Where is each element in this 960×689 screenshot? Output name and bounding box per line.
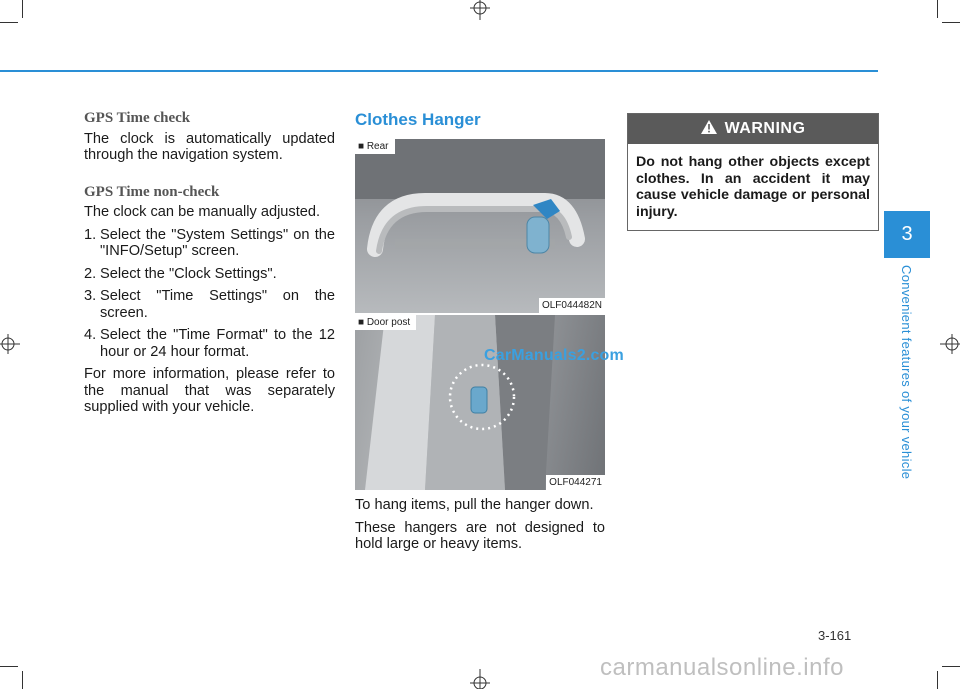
step-text: Select the "Clock Settings". — [100, 265, 277, 282]
rear-hanger-photo — [355, 139, 605, 313]
rear-hanger-illustration — [355, 139, 605, 313]
crop-mark — [937, 0, 938, 18]
crop-mark — [942, 666, 960, 667]
footer-watermark: carmanualsonline.info — [600, 654, 844, 681]
chapter-title-text: Convenient features of your vehicle — [899, 265, 914, 480]
registration-mark-bottom — [468, 669, 492, 689]
step-item — [84, 266, 335, 283]
warning-label: WARNING — [724, 120, 806, 137]
crop-mark — [942, 22, 960, 23]
step-number: 1. — [84, 226, 97, 243]
warning-triangle-icon — [701, 120, 717, 139]
crop-mark — [937, 671, 938, 689]
step-item — [84, 227, 335, 260]
step-text: Select the "Time Format" to the 12 hour or 24 hour format. — [100, 327, 335, 360]
left-column — [84, 110, 335, 422]
gps-time-noncheck-text: The clock can be manually adjusted. — [84, 204, 321, 220]
hanger-caution-text: These hangers are not designed to hold large or heavy items. — [355, 519, 605, 552]
registration-mark-top — [468, 0, 492, 20]
image-code: OLF044271 — [546, 475, 605, 490]
step-text: Select "Time Settings" on the screen. — [100, 288, 335, 321]
warning-box — [627, 113, 879, 231]
crop-mark — [22, 671, 23, 689]
chapter-tab: 3 — [884, 211, 930, 258]
crop-mark — [0, 22, 18, 23]
gps-time-noncheck-heading: GPS Time non-check — [84, 183, 220, 200]
middle-column-text — [355, 497, 605, 559]
page-number: 3-161 — [818, 628, 852, 643]
door-post-illustration — [355, 315, 605, 490]
section-title: Clothes Hanger — [355, 110, 481, 129]
step-number: 4. — [84, 327, 97, 343]
chapter-title-vertical — [897, 265, 917, 493]
warning-text: Do not hang other objects except clothes. In an accident it may cause vehicle damage or personal injury. — [636, 154, 870, 220]
hang-items-text: To hang items, pull the hanger down. — [355, 497, 594, 513]
image-tag: ■ Rear — [355, 139, 395, 154]
warning-header — [628, 114, 878, 144]
image-tag: ■ Door post — [355, 315, 416, 330]
registration-mark-right — [940, 332, 960, 356]
step-number: 3. — [84, 288, 97, 304]
registration-mark-left — [0, 332, 20, 356]
more-info-text: For more information, please refer to the manual that was separately supplied with your vehicle. — [84, 366, 335, 415]
step-number: 2. — [84, 265, 97, 282]
door-post-hanger-photo — [355, 315, 605, 490]
step-text: Select the "System Settings" on the "INFO/Setup" screen. — [100, 226, 335, 259]
gps-time-check-heading: GPS Time check — [84, 110, 191, 126]
crop-mark — [22, 0, 23, 18]
gps-time-check-text: The clock is automatically updated through the navigation system. — [84, 130, 335, 163]
image-code: OLF044482N — [539, 298, 605, 313]
step-item — [84, 327, 335, 360]
crop-mark — [0, 666, 18, 667]
step-item — [84, 288, 335, 321]
header-rule — [0, 70, 878, 72]
watermark-text: CarManuals2.com — [484, 347, 624, 364]
